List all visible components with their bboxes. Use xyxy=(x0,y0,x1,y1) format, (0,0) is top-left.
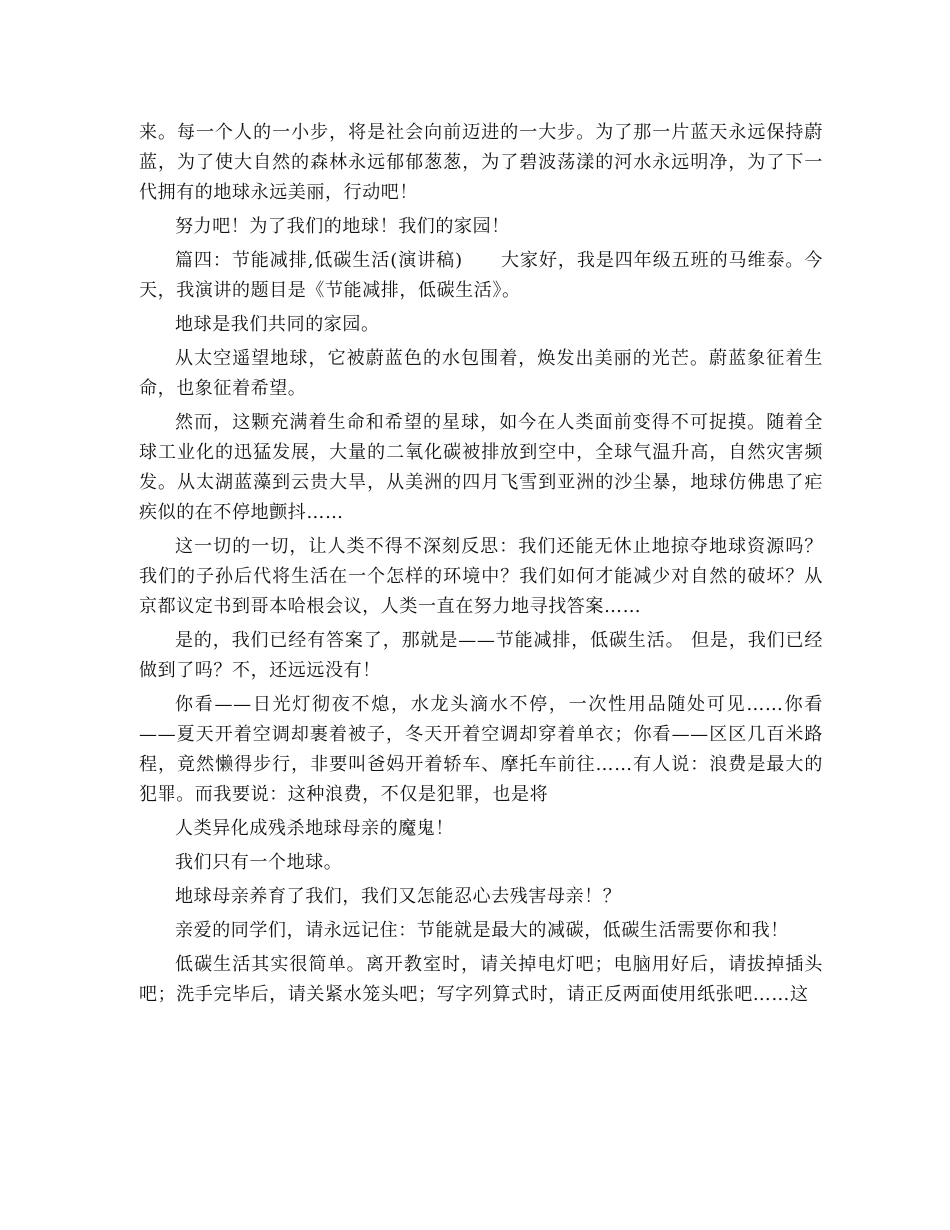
paragraph: 是的，我们已经有答案了，那就是——节能减排，低碳生活。 但是，我们已经做到了吗？不，还远远没有！ xyxy=(139,630,823,681)
paragraph: 人类异化成残杀地球母亲的魔鬼！ xyxy=(175,818,454,839)
paragraph: 这一切的一切，让人类不得不深刻反思：我们还能无休止地掠夺地球资源吗？我们的子孙后代将生活在一个怎样的环境中？我们如何才能减少对自然的破坏？从京都议定书到哥本哈根会议，人类一直在努力地寻找答案…… xyxy=(139,536,823,617)
paragraph: 地球是我们共同的家园。 xyxy=(175,314,380,335)
paragraph: 地球母亲养育了我们，我们又怎能忍心去残害母亲！？ xyxy=(175,886,622,907)
paragraph: 努力吧！为了我们的地球！我们的家园！ xyxy=(175,216,510,237)
paragraph: 篇四：节能减排,低碳生活(演讲稿) 大家好，我是四年级五班的马维泰。今天，我演讲的题目是《节能减排，低碳生活》。 xyxy=(139,250,823,301)
paragraph: 亲爱的同学们，请永远记住：节能就是最大的减碳，低碳生活需要你和我！ xyxy=(175,920,789,941)
paragraph: 来。每一个人的一小步，将是社会向前迈进的一大步。为了那一片蓝天永远保持蔚蓝，为了使大自然的森林永远郁郁葱葱，为了碧波荡漾的河水永远明净，为了下一代拥有的地球永远美丽，行动吧！ xyxy=(139,122,823,203)
paragraph: 从太空遥望地球，它被蔚蓝色的水包围着，焕发出美丽的光芒。蔚蓝象征着生命，也象征着希望。 xyxy=(139,348,823,399)
paragraph: 我们只有一个地球。 xyxy=(175,852,343,873)
paragraph: 你看——日光灯彻夜不熄，水龙头滴水不停，一次性用品随处可见……你看——夏天开着空调却裹着被子，冬天开着空调却穿着单衣；你看——区区几百米路程，竟然懒得步行，非要叫爸妈开着轿车、摩托车前往……有人说：浪费是最大的犯罪。而我要说：这种浪费，不仅是犯罪，也是将 xyxy=(139,694,823,805)
paragraph: 低碳生活其实很简单。离开教室时，请关掉电灯吧；电脑用好后，请拔掉插头吧；洗手完毕后，请关紧水笼头吧；写字列算式时，请正反两面使用纸张吧……这 xyxy=(139,954,823,1005)
paragraph: 然而，这颗充满着生命和希望的星球，如今在人类面前变得不可捉摸。随着全球工业化的迅猛发展，大量的二氧化碳被排放到空中，全球气温升高，自然灾害频发。从太湖蓝藻到云贵大旱，从美洲的四月飞雪到亚洲的沙尘暴，地球仿佛患了疟疾似的在不停地颤抖…… xyxy=(139,412,823,523)
document-body xyxy=(139,118,823,1014)
